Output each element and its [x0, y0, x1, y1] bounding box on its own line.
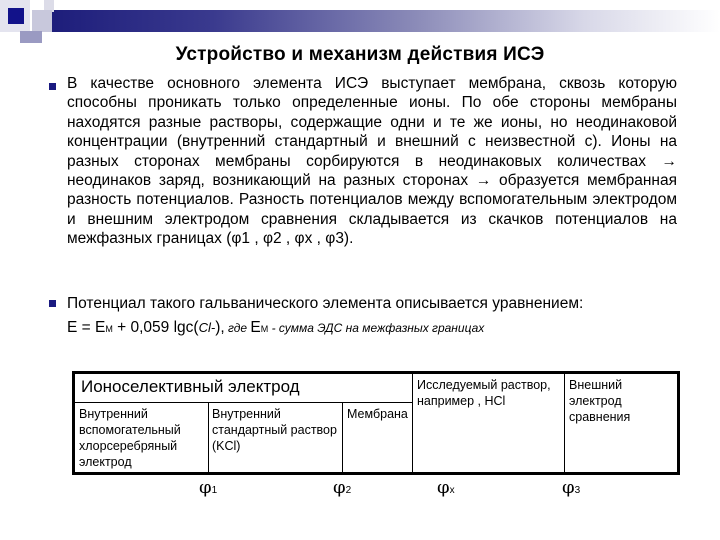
cell-inner-electrode: Внутренний вспомогательный хлорсеребряный электрод: [79, 407, 181, 469]
phi-symbol: φ: [437, 477, 450, 498]
cell-reference-electrode: Внешний электрод сравнения: [569, 378, 631, 424]
phi-subscript: 2: [345, 485, 352, 496]
equation-close: ),: [215, 319, 225, 336]
potential-phi-1: [199, 477, 217, 498]
decor-square-dark: [8, 8, 24, 24]
phi-subscript: x: [449, 485, 455, 496]
column-divider: [342, 402, 343, 472]
potential-phi-x: [437, 477, 455, 498]
scheme-header: Ионоселективный электрод: [81, 377, 300, 396]
equation: [67, 319, 484, 337]
header-divider: [75, 402, 412, 403]
equation-em: E: [250, 319, 261, 336]
cell-membrane: Мембрана: [347, 407, 408, 421]
equation-description: - сумма ЭДС на межфазных границах: [268, 321, 485, 335]
column-divider: [564, 374, 565, 472]
equation-where: где: [224, 321, 251, 335]
phi-subscript: 3: [574, 485, 581, 496]
decor-square: [20, 31, 42, 43]
equation-sub: M: [105, 324, 113, 334]
phi-symbol: φ: [562, 477, 575, 498]
decor-square: [32, 10, 52, 32]
phi-symbol: φ: [333, 477, 346, 498]
equation-sub: M: [260, 324, 269, 334]
column-divider: [208, 402, 209, 472]
electrode-scheme: [72, 371, 680, 475]
equation-ion: Cl-: [198, 320, 216, 335]
potential-phi-2: [333, 477, 351, 498]
bullet-paragraph-1: В качестве основного элемента ИСЭ выступает мембрана, сквозь которую способны проникать только определенные ионы. По обе стороны мембраны находятся разные растворы, содержащие одни и те же ионы, но неодинаковой концентрации (внутренний стандартный и внешний с неизвестной с). Ионы на разных сторонах мембраны сорбируются в неодинаковых количествах → неодинаков заряд, возникающий на разных сторонах → образуется мембранная разность потенциалов. Разность потенциалов между вспомогательным электродом и внешним электродом сравнения складывается из скачков потенциалов на межфазных границах (φ1 , φ2 , φx , φ3).: [67, 75, 677, 248]
slide-title: Устройство и механизм действия ИСЭ: [175, 44, 545, 65]
column-divider: [412, 374, 413, 472]
phi-symbol: φ: [199, 477, 212, 498]
potential-phi-3: [562, 477, 580, 498]
bullet-icon: [49, 300, 56, 307]
phi-subscript: 1: [211, 485, 218, 496]
cell-test-solution: Исследуемый раствор, например , HCl: [417, 378, 551, 408]
bullet-icon: [49, 83, 56, 90]
cell-inner-solution: Внутренний стандартный раствор (KCl): [212, 407, 337, 453]
header-gradient-bar: [44, 10, 720, 32]
equation-lhs: E = E: [67, 319, 106, 336]
bullet-paragraph-2: Потенциал такого гальванического элемента описывается уравнением:: [67, 295, 584, 312]
equation-middle: + 0,059 lgc(: [112, 319, 199, 336]
